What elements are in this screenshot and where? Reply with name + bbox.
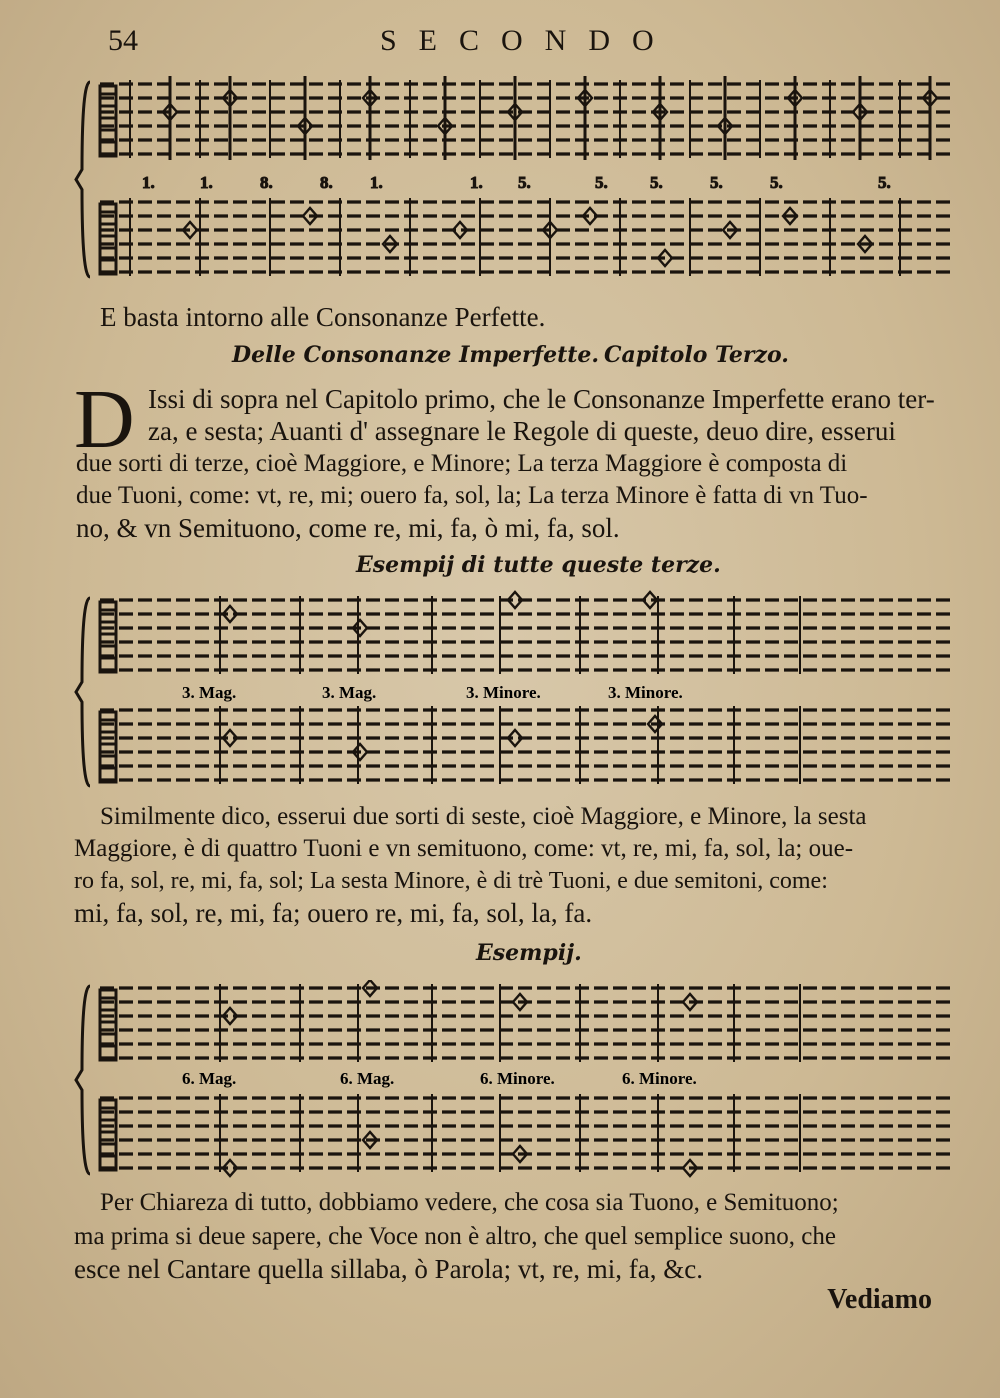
- interval-label: 3. Minore.: [608, 683, 683, 702]
- paragraph-line: Per Chiareza di tutto, dobbiamo vedere, che cosa sia Tuono, e Semituono;: [100, 1189, 839, 1216]
- interval-label: 5.: [878, 173, 891, 192]
- music-staves-sixths: [70, 980, 970, 1188]
- interval-label: 5.: [770, 173, 783, 192]
- interval-label: 1.: [142, 173, 155, 192]
- paragraph-line: mi, fa, sol, re, mi, fa; ouero re, mi, fa, sol, la, fa.: [74, 898, 593, 928]
- paragraph-line: Similmente dico, esserui due sorti di seste, cioè Maggiore, e Minore, la sesta: [100, 803, 867, 830]
- interval-label: 6. Mag.: [182, 1069, 237, 1088]
- chapter-number: Capitolo Terzo.: [604, 342, 789, 368]
- interval-label: 6. Mag.: [340, 1069, 395, 1088]
- interval-label: 1.: [370, 173, 383, 192]
- interval-label: 5.: [710, 173, 723, 192]
- music-staves-system1: [70, 72, 970, 294]
- interval-label: 3. Minore.: [466, 683, 541, 702]
- interval-label: 5.: [595, 173, 608, 192]
- interval-label: 1.: [470, 173, 483, 192]
- drop-capital: D: [74, 373, 135, 466]
- music-example-perfect-consonances: [70, 72, 970, 294]
- interval-label: 3. Mag.: [322, 683, 377, 702]
- interval-label: 5.: [518, 173, 531, 192]
- music-example-sixths: [70, 980, 970, 1188]
- interval-label: 6. Minore.: [622, 1069, 697, 1088]
- system-brace: [76, 82, 90, 277]
- paragraph-line: ro fa, sol, re, mi, fa, sol; La sesta Minore, è di trè Tuoni, e due semitoni, come:: [74, 868, 828, 894]
- running-title: SECONDO: [380, 24, 676, 57]
- paragraph-line: due Tuoni, come: vt, re, mi; ouero fa, sol, la; La terza Minore è fatta di vn Tuo-: [76, 482, 868, 509]
- paragraph-line: esce nel Cantare quella sillaba, ò Parola; vt, re, mi, fa, &c.: [74, 1254, 704, 1284]
- music-staves-thirds: [70, 590, 970, 802]
- interval-label: 1.: [200, 173, 213, 192]
- page-header: [0, 18, 1000, 68]
- interval-label: 8.: [260, 173, 273, 192]
- example-heading-sixths: Esempij.: [476, 940, 582, 966]
- interval-label: 6. Minore.: [480, 1069, 555, 1088]
- interval-label: 3. Mag.: [182, 683, 237, 702]
- example-heading-thirds: Esempij di tutte queste terze.: [356, 552, 721, 578]
- interval-label: 8.: [320, 173, 333, 192]
- paragraph-line: Maggiore, è di quattro Tuoni e vn semituono, come: vt, re, mi, fa, sol, la; oue-: [74, 835, 854, 862]
- closing-line: E basta intorno alle Consonanze Perfette.: [100, 302, 546, 332]
- page-number: 54: [108, 24, 138, 57]
- paragraph-line: due sorti di terze, cioè Maggiore, e Minore; La terza Maggiore è composta di: [76, 450, 848, 477]
- catchword: Vediamo: [827, 1284, 932, 1315]
- paragraph-line: ma prima si deue sapere, che Voce non è altro, che quel semplice suono, che: [74, 1223, 836, 1250]
- paragraph-line: no, & vn Semituono, come re, mi, fa, ò mi, fa, sol.: [76, 513, 620, 543]
- system-brace: [76, 986, 90, 1174]
- system-brace: [76, 598, 90, 786]
- interval-label: 5.: [650, 173, 663, 192]
- paragraph-line: za, e sesta; Auanti d' assegnare le Regole di queste, deuo dire, esserui: [148, 416, 896, 446]
- music-example-thirds: [70, 590, 970, 802]
- paragraph-line: Issi di sopra nel Capitolo primo, che le Consonanze Imperfette erano ter-: [148, 384, 935, 414]
- chapter-title: Delle Consonanze Imperfette.: [232, 342, 600, 368]
